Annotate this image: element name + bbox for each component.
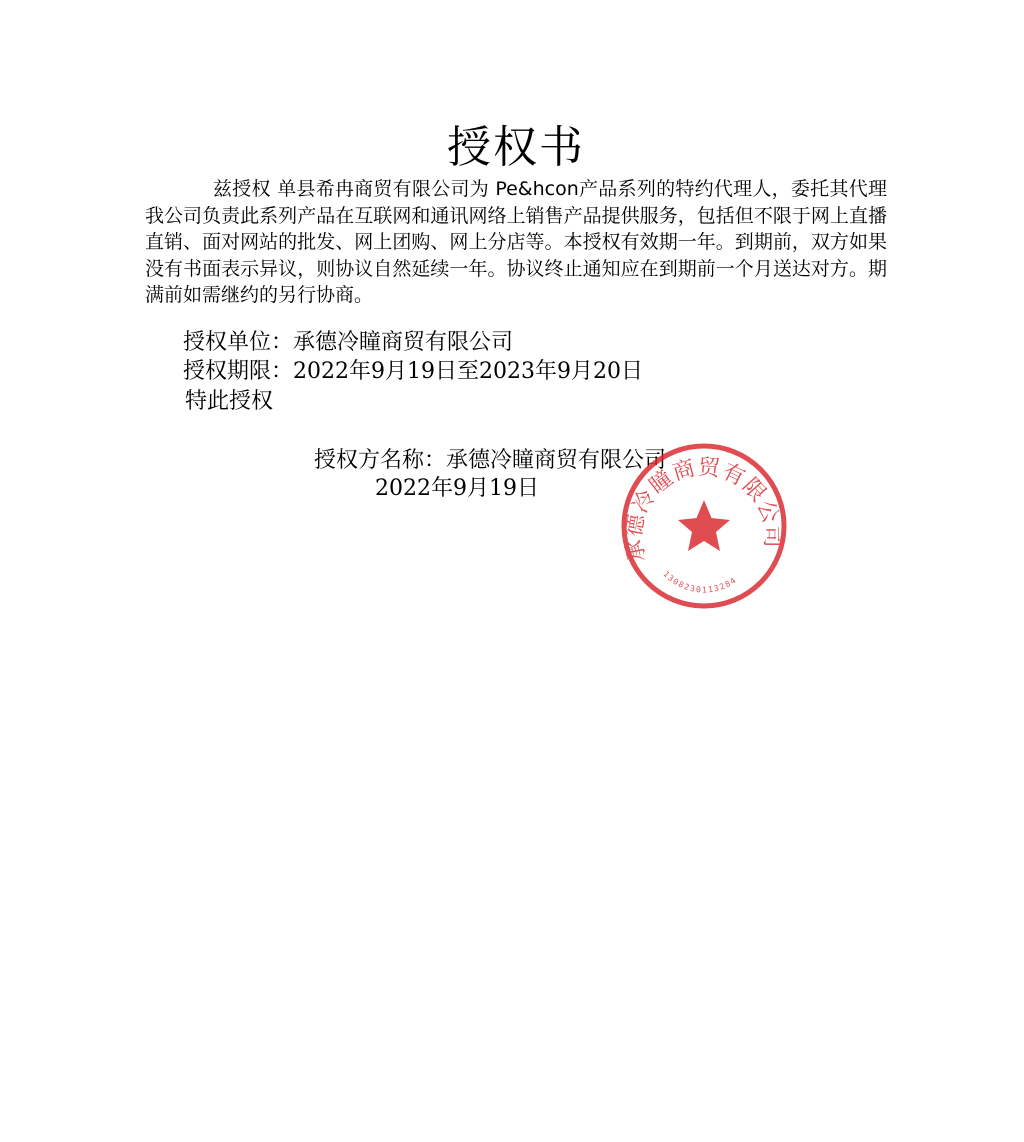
- seal-graphic: [618, 440, 790, 612]
- sign-date: 2022年9月19日: [375, 476, 539, 501]
- document-title: 授权书: [447, 122, 585, 173]
- authorization-period: 授权期限：2022年9月19日至2023年9月20日: [183, 359, 643, 384]
- seal-star-icon: [678, 500, 730, 551]
- authorizing-unit: 授权单位：承德冷瞳商贸有限公司: [183, 330, 514, 355]
- company-seal-stamp: [618, 440, 790, 612]
- seal-code: 1308230113284: [661, 569, 739, 595]
- special-note: 特此授权: [185, 389, 274, 414]
- authorization-body: 兹授权 单县希冉商贸有限公司为 Pe&hcon产品系列的特约代理人，委托其代理我公司负责此系列产品在互联网和通讯网络上销售产品提供服务，包括但不限于网上直播直销、面对网站的批发、网上团购、网上分店等。本授权有效期一年。到期前，双方如果没有书面表示异议，则协议自然延续一年。协议终止通知应在到期前一个月送达对方。期满前如需继约的另行协商。: [145, 178, 887, 306]
- signer-name: 授权方名称：承德冷瞳商贸有限公司: [314, 448, 667, 473]
- seal-company-name: 承德冷瞳商贸有限公司: [621, 454, 785, 565]
